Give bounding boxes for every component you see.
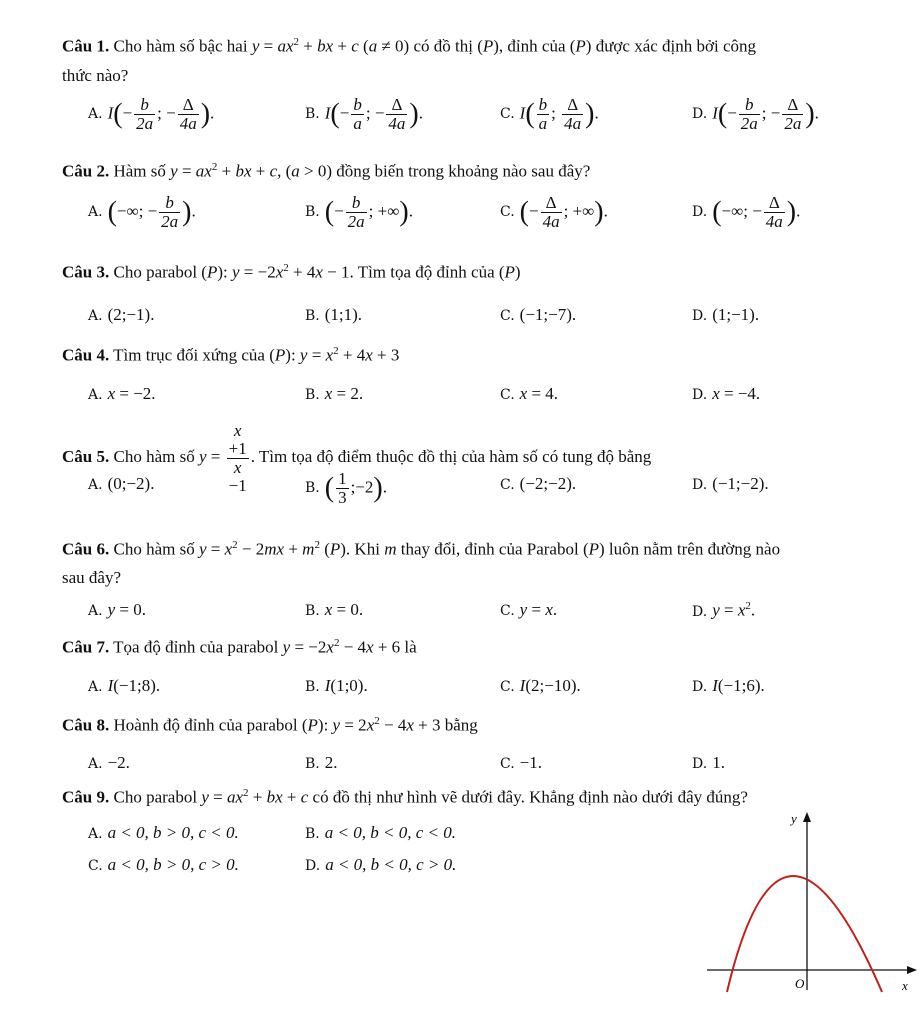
x-axis-label: x: [902, 978, 908, 993]
option-c[interactable]: C. I( $\frac{b}{a}$ ; $\frac{\Delta}{4a}$ ).: [500, 95, 599, 133]
question-label: Câu 5.: [62, 447, 110, 467]
option-a[interactable]: A. (0;−2).: [88, 474, 155, 493]
option-b[interactable]: B. ( $\frac{1}{3}$ ;−2).: [305, 469, 387, 507]
option-d[interactable]: D. I(−1;6).: [692, 676, 765, 695]
option-b[interactable]: B. (− $\frac{b}{2a}$ ; +∞).: [305, 193, 413, 231]
x-axis-arrow-icon: [907, 966, 917, 974]
option-b[interactable]: B. a < 0, b < 0, c < 0.: [305, 823, 456, 842]
question-text: Câu 3. Cho parabol (P): $y = -2x^2 + 4x - 1$. Tìm tọa độ đỉnh của (P): [62, 262, 521, 282]
option-d[interactable]: D. a < 0, b < 0, c > 0.: [305, 855, 457, 874]
question-label: Câu 1.: [62, 36, 110, 56]
question-text: Câu 1. Cho hàm số bậc hai $y = ax^2$ + bx + c (a ≠ 0) có đồ thị (P), đỉnh của (P) được xác định bởi công: [62, 36, 757, 56]
origin-label: O: [795, 976, 805, 991]
option-c[interactable]: C. (− $\frac{\Delta}{4a}$ ; +∞).: [500, 193, 608, 231]
question-text: Câu 5. Cho hàm số y = x +1 x −1 . Tìm tọa độ điểm thuộc đồ thị của hàm số có tung độ bằng: [62, 421, 652, 495]
question-label: Câu 7.: [62, 637, 110, 657]
question-label: Câu 8.: [62, 715, 110, 735]
question-continuation: thức nào?: [62, 66, 129, 85]
option-b[interactable]: B. I(− $\frac{b}{a}$ ; − $\frac{\Delta}{4a}$ ).: [305, 95, 423, 133]
option-a[interactable]: A. y = 0.: [88, 600, 146, 619]
option-d[interactable]: D. x = −4.: [692, 384, 761, 403]
option-b[interactable]: B. I(1;0).: [305, 676, 368, 695]
option-c[interactable]: C. x = 4.: [500, 384, 559, 403]
option-c[interactable]: C. (−1;−7).: [500, 305, 577, 324]
option-c[interactable]: C. y = x.: [500, 600, 558, 619]
question-text: Câu 9. Cho parabol $y = ax^2$ + bx + c có đồ thị như hình vẽ dưới đây. Khẳng định nào dưới đây đúng?: [62, 787, 748, 807]
option-c[interactable]: C. −1.: [500, 753, 543, 772]
option-d[interactable]: D. I(− $\frac{b}{2a}$ ; − $\frac{\Delta}{2a}$ ).: [692, 95, 819, 133]
question-text: Câu 4. Tìm trục đối xứng của (P): $y = x^2 + 4x + 3$: [62, 345, 400, 365]
parabol-graph: [707, 810, 917, 995]
question-label: Câu 2.: [62, 161, 110, 181]
option-d[interactable]: D. (−∞; − $\frac{\Delta}{4a}$ ).: [692, 193, 801, 231]
option-c[interactable]: C. (−2;−2).: [500, 474, 577, 493]
option-a[interactable]: A. a < 0, b > 0, c < 0.: [88, 823, 239, 842]
option-b[interactable]: B. x = 0.: [305, 600, 364, 619]
option-a[interactable]: A. x = −2.: [88, 384, 156, 403]
option-d[interactable]: D. (−1;−2).: [692, 474, 769, 493]
question-label: Câu 9.: [62, 787, 110, 807]
option-a[interactable]: A. −2.: [88, 753, 130, 772]
option-d[interactable]: D. (1;−1).: [692, 305, 760, 324]
question-continuation: sau đây?: [62, 568, 122, 587]
option-b[interactable]: B. x = 2.: [305, 384, 364, 403]
y-axis-label: y: [791, 811, 797, 826]
question-text: Câu 7. Tọa độ đỉnh của parabol $y = -2x^2 - 4x + 6$ là: [62, 637, 417, 657]
option-a[interactable]: A. (−∞; − $\frac{b}{2a}$ ).: [88, 193, 196, 231]
option-a[interactable]: A. I(−1;8).: [88, 676, 161, 695]
option-b[interactable]: B. 2.: [305, 753, 338, 772]
question-text: Câu 2. Hàm số $y = ax^2$ + bx + c, (a > 0) đồng biến trong khoảng nào sau đây?: [62, 161, 591, 181]
option-a[interactable]: A. (2;−1).: [88, 305, 155, 324]
option-c[interactable]: C. a < 0, b > 0, c > 0.: [88, 855, 239, 874]
question-label: Câu 6.: [62, 539, 110, 559]
question-label: Câu 4.: [62, 345, 110, 365]
question-text: Câu 8. Hoành độ đỉnh của parabol (P): $y = 2x^2 - 4x + 3$ bằng: [62, 715, 478, 735]
option-c[interactable]: C. I(2;−10).: [500, 676, 581, 695]
option-d[interactable]: D. $y = x^2$.: [692, 600, 756, 620]
parabola-curve: [727, 876, 882, 992]
option-b[interactable]: B. (1;1).: [305, 305, 363, 324]
option-d[interactable]: D. 1.: [692, 753, 725, 772]
option-a[interactable]: A. I(− $\frac{b}{2a}$ ; − $\frac{\Delta}{4a}$ ).: [88, 95, 215, 133]
y-axis-arrow-icon: [803, 812, 811, 822]
question-text: Câu 6. Cho hàm số $y = x^2 - 2mx + m^2$ (P). Khi m thay đổi, đỉnh của Parabol (P) luôn nằm trên đường nào: [62, 539, 781, 559]
question-label: Câu 3.: [62, 262, 110, 282]
